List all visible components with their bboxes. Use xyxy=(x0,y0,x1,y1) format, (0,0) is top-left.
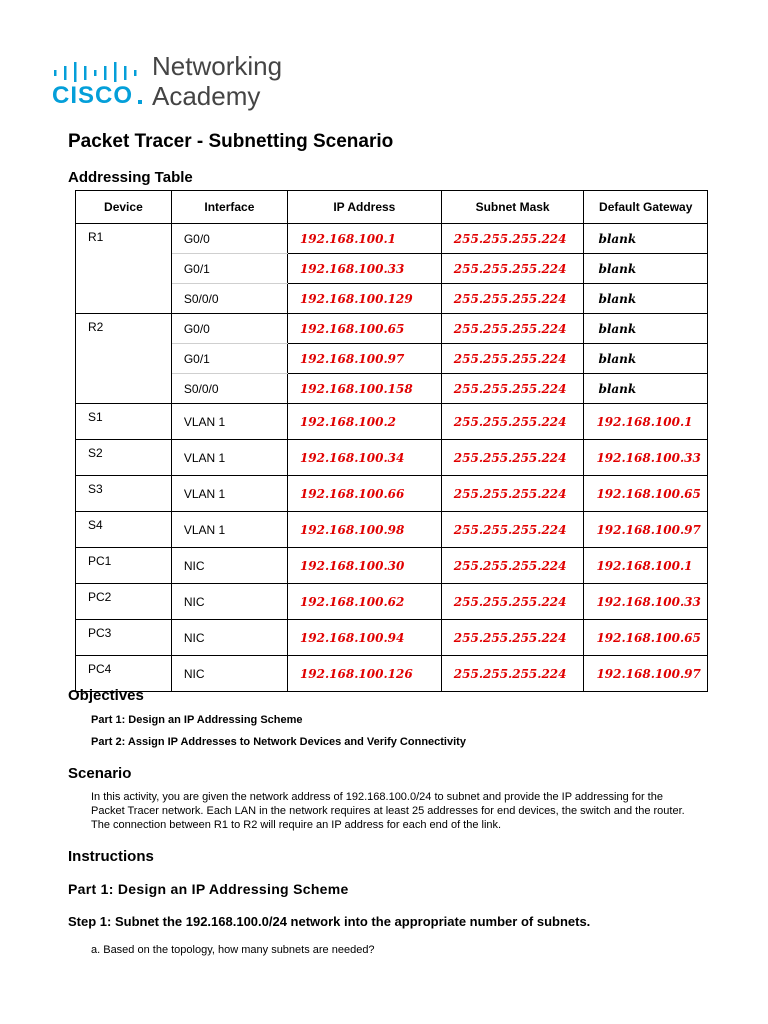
cell-default-gateway: 192.168.100.33 xyxy=(584,584,708,620)
table-row xyxy=(76,548,708,584)
cell-interface: VLAN 1 xyxy=(171,404,287,440)
cell-subnet-mask: 255.255.255.224 xyxy=(441,548,584,584)
cell-device: S4 xyxy=(76,512,172,548)
cell-subnet-mask: 255.255.255.224 xyxy=(441,374,584,404)
cisco-bars-icon xyxy=(54,62,146,82)
cell-default-gateway: blank xyxy=(584,314,708,344)
logo-academy: Academy xyxy=(152,81,261,111)
cell-default-gateway: 192.168.100.97 xyxy=(584,656,708,692)
cell-subnet-mask: 255.255.255.224 xyxy=(441,584,584,620)
cell-default-gateway: blank xyxy=(584,224,708,254)
cell-interface: S0/0/0 xyxy=(171,284,287,314)
addressing-table-heading: Addressing Table xyxy=(68,169,193,186)
table-row xyxy=(76,476,708,512)
cisco-networking-academy-logo xyxy=(52,51,302,114)
part-1-heading: Part 1: Design an IP Addressing Scheme xyxy=(68,881,349,897)
cell-ip-address: 192.168.100.98 xyxy=(287,512,441,548)
cell-subnet-mask: 255.255.255.224 xyxy=(441,620,584,656)
cell-device: R1 xyxy=(76,224,172,314)
col-subnet-mask: Subnet Mask xyxy=(441,191,584,224)
cell-device: PC2 xyxy=(76,584,172,620)
table-body xyxy=(76,224,708,692)
cell-interface: G0/0 xyxy=(171,314,287,344)
cell-ip-address: 192.168.100.94 xyxy=(287,620,441,656)
cell-subnet-mask: 255.255.255.224 xyxy=(441,656,584,692)
cell-ip-address: 192.168.100.65 xyxy=(287,314,441,344)
cell-ip-address: 192.168.100.62 xyxy=(287,584,441,620)
step-1-heading: Step 1: Subnet the 192.168.100.0/24 network into the appropriate number of subnets. xyxy=(68,914,591,929)
scenario-heading: Scenario xyxy=(68,765,132,782)
table-header-row xyxy=(76,191,708,224)
cell-default-gateway: blank xyxy=(584,254,708,284)
question-a: a. Based on the topology, how many subnets are needed? xyxy=(91,944,375,956)
col-ip-address: IP Address xyxy=(287,191,441,224)
table-row xyxy=(76,404,708,440)
cisco-wordmark: CISCO xyxy=(52,82,134,109)
cell-interface: VLAN 1 xyxy=(171,476,287,512)
cell-default-gateway: 192.168.100.97 xyxy=(584,512,708,548)
objective-part-2: Part 2: Assign IP Addresses to Network Devices and Verify Connectivity xyxy=(91,736,466,748)
cell-default-gateway: blank xyxy=(584,284,708,314)
cell-default-gateway: 192.168.100.1 xyxy=(584,548,708,584)
cell-default-gateway: blank xyxy=(584,344,708,374)
cell-subnet-mask: 255.255.255.224 xyxy=(441,476,584,512)
cell-interface: NIC xyxy=(171,620,287,656)
cell-interface: NIC xyxy=(171,548,287,584)
cell-ip-address: 192.168.100.30 xyxy=(287,548,441,584)
addressing-table xyxy=(75,190,708,692)
cell-device: PC4 xyxy=(76,656,172,692)
table-row xyxy=(76,224,708,254)
cell-default-gateway: 192.168.100.1 xyxy=(584,404,708,440)
cell-ip-address: 192.168.100.66 xyxy=(287,476,441,512)
cell-subnet-mask: 255.255.255.224 xyxy=(441,512,584,548)
col-device: Device xyxy=(76,191,172,224)
logo-networking: Networking xyxy=(152,51,283,81)
cell-device: R2 xyxy=(76,314,172,404)
cell-default-gateway: 192.168.100.65 xyxy=(584,620,708,656)
cell-interface: NIC xyxy=(171,656,287,692)
table-row xyxy=(76,584,708,620)
col-default-gateway: Default Gateway xyxy=(584,191,708,224)
instructions-heading: Instructions xyxy=(68,848,154,865)
cell-subnet-mask: 255.255.255.224 xyxy=(441,224,584,254)
cell-interface: VLAN 1 xyxy=(171,512,287,548)
cell-device: S3 xyxy=(76,476,172,512)
cell-ip-address: 192.168.100.126 xyxy=(287,656,441,692)
cell-ip-address: 192.168.100.2 xyxy=(287,404,441,440)
cell-default-gateway: blank xyxy=(584,374,708,404)
table-row xyxy=(76,440,708,476)
table-row xyxy=(76,512,708,548)
cell-interface: G0/1 xyxy=(171,254,287,284)
cell-interface: NIC xyxy=(171,584,287,620)
cell-default-gateway: 192.168.100.33 xyxy=(584,440,708,476)
cell-device: S2 xyxy=(76,440,172,476)
cell-interface: VLAN 1 xyxy=(171,440,287,476)
cell-default-gateway: 192.168.100.65 xyxy=(584,476,708,512)
col-interface: Interface xyxy=(171,191,287,224)
cell-ip-address: 192.168.100.34 xyxy=(287,440,441,476)
cell-subnet-mask: 255.255.255.224 xyxy=(441,344,584,374)
objective-part-1: Part 1: Design an IP Addressing Scheme xyxy=(91,714,303,726)
objectives-heading: Objectives xyxy=(68,687,144,704)
cell-ip-address: 192.168.100.129 xyxy=(287,284,441,314)
logo-dot xyxy=(138,100,142,104)
cell-subnet-mask: 255.255.255.224 xyxy=(441,284,584,314)
cell-ip-address: 192.168.100.158 xyxy=(287,374,441,404)
cell-subnet-mask: 255.255.255.224 xyxy=(441,404,584,440)
cell-subnet-mask: 255.255.255.224 xyxy=(441,440,584,476)
cell-interface: G0/1 xyxy=(171,344,287,374)
cell-interface: G0/0 xyxy=(171,224,287,254)
document-title: Packet Tracer - Subnetting Scenario xyxy=(68,131,394,152)
cell-subnet-mask: 255.255.255.224 xyxy=(441,314,584,344)
cell-device: PC1 xyxy=(76,548,172,584)
table-row xyxy=(76,314,708,344)
cell-device: S1 xyxy=(76,404,172,440)
cell-subnet-mask: 255.255.255.224 xyxy=(441,254,584,284)
cell-ip-address: 192.168.100.33 xyxy=(287,254,441,284)
cell-ip-address: 192.168.100.1 xyxy=(287,224,441,254)
cell-interface: S0/0/0 xyxy=(171,374,287,404)
table-row xyxy=(76,620,708,656)
cell-device: PC3 xyxy=(76,620,172,656)
scenario-text: In this activity, you are given the network address of 192.168.100.0/24 to subnet and provide the IP addressing for the Packet Tracer network. Each LAN in the network requires at least 25 addresses for end devices, the switch and the router. The connection between R1 to R2 will require an IP address for each end of the link. xyxy=(91,791,685,831)
table-row xyxy=(76,656,708,692)
cell-ip-address: 192.168.100.97 xyxy=(287,344,441,374)
